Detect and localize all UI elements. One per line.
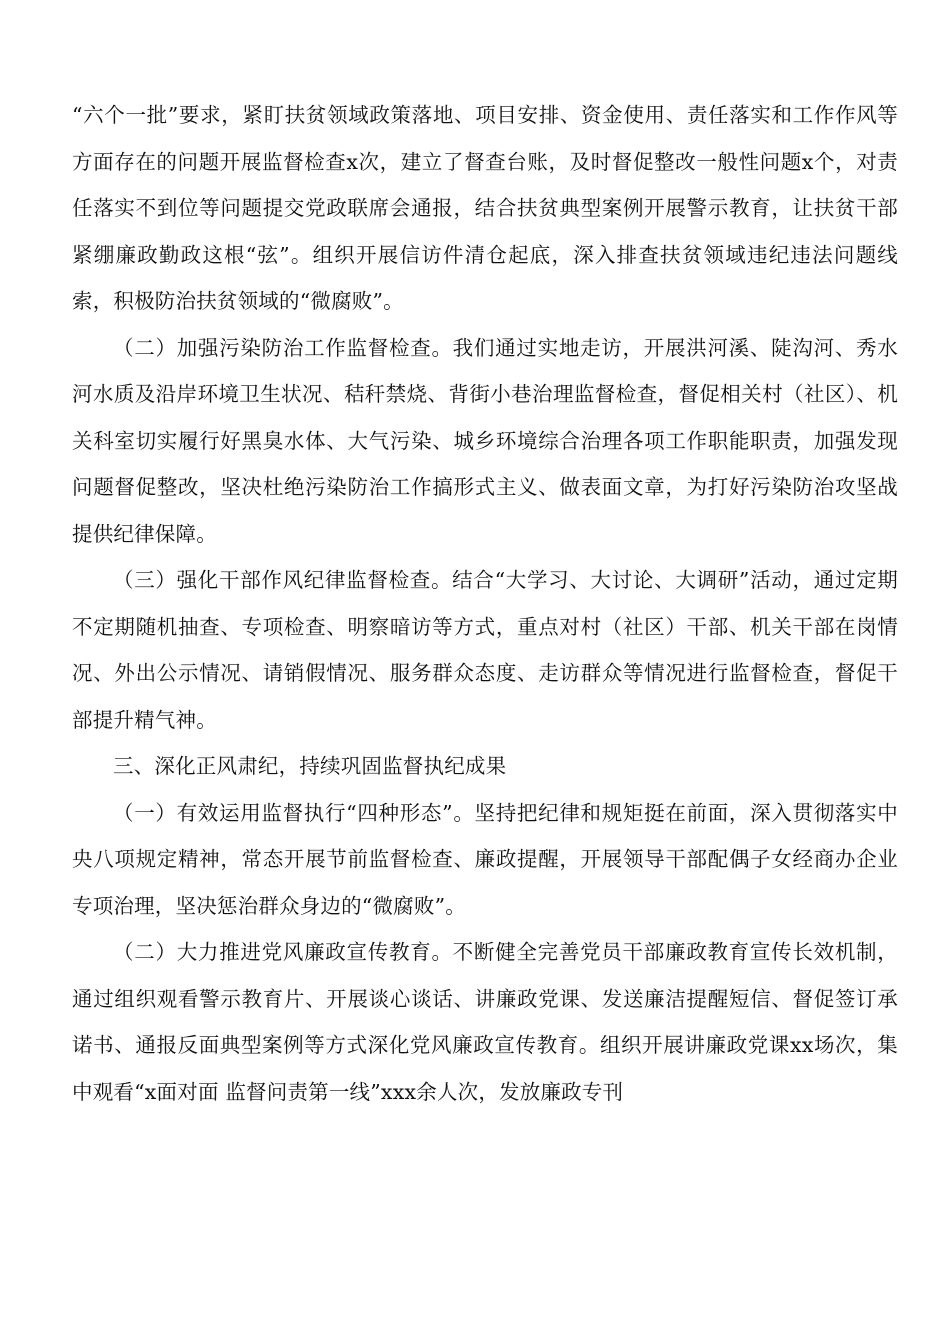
paragraph-four-forms: （一）有效运用监督执行“四种形态”。坚持把纪律和规矩挺在前面，深入贯彻落实中央八项规定精神，常态开展节前监督检查、廉政提醒，开展领导干部配偶子女经商办企业专项治理，坚决惩治群众身边的“微腐败”。 bbox=[72, 800, 898, 918]
paragraph-integrity-education: （二）大力推进党风廉政宣传教育。不断健全完善党员干部廉政教育宣传长效机制，通过组织观看警示教育片、开展谈心谈话、讲廉政党课、发送廉洁提醒短信、督促签订承诺书、通报反面典型案例等方式深化党风廉政宣传教育。组织开展讲廉政党课xx场次，集中观看“x面对面 监督问责第一线”xxx余人次，发放廉政专刊 bbox=[72, 940, 898, 1104]
document-body bbox=[72, 92, 898, 1115]
paragraph-cadre-discipline: （三）强化干部作风纪律监督检查。结合“大学习、大讨论、大调研”活动，通过定期不定期随机抽查、专项检查、明察暗访等方式，重点对村（社区）干部、机关干部在岗情况、外出公示情况、请销假情况、服务群众态度、走访群众等情况进行监督检查，督促干部提升精气神。 bbox=[72, 568, 898, 732]
section-heading-3: 三、深化正风肃纪，持续巩固监督执纪成果 bbox=[113, 754, 507, 778]
paragraph-pollution-supervision: （二）加强污染防治工作监督检查。我们通过实地走访，开展洪河溪、陡沟河、秀水河水质及沿岸环境卫生状况、秸秆禁烧、背街小巷治理监督检查，督促相关村（社区）、机关科室切实履行好黑臭水体、大气污染、城乡环境综合治理各项工作职能职责，加强发现问题督促整改，坚决杜绝污染防治工作搞形式主义、做表面文章，为打好污染防治攻坚战提供纪律保障。 bbox=[72, 335, 898, 546]
paragraph-intro-continued: “六个一批”要求，紧盯扶贫领域政策落地、项目安排、资金使用、责任落实和工作作风等方面存在的问题开展监督检查x次，建立了督查台账，及时督促整改一般性问题x个，对责任落实不到位等问题提交党政联席会通报，结合扶贫典型案例开展警示教育，让扶贫干部紧绷廉政勤政这根“弦”。组织开展信访件清仓起底，深入排查扶贫领域违纪违法问题线索，积极防治扶贫领域的“微腐败”。 bbox=[72, 103, 898, 313]
